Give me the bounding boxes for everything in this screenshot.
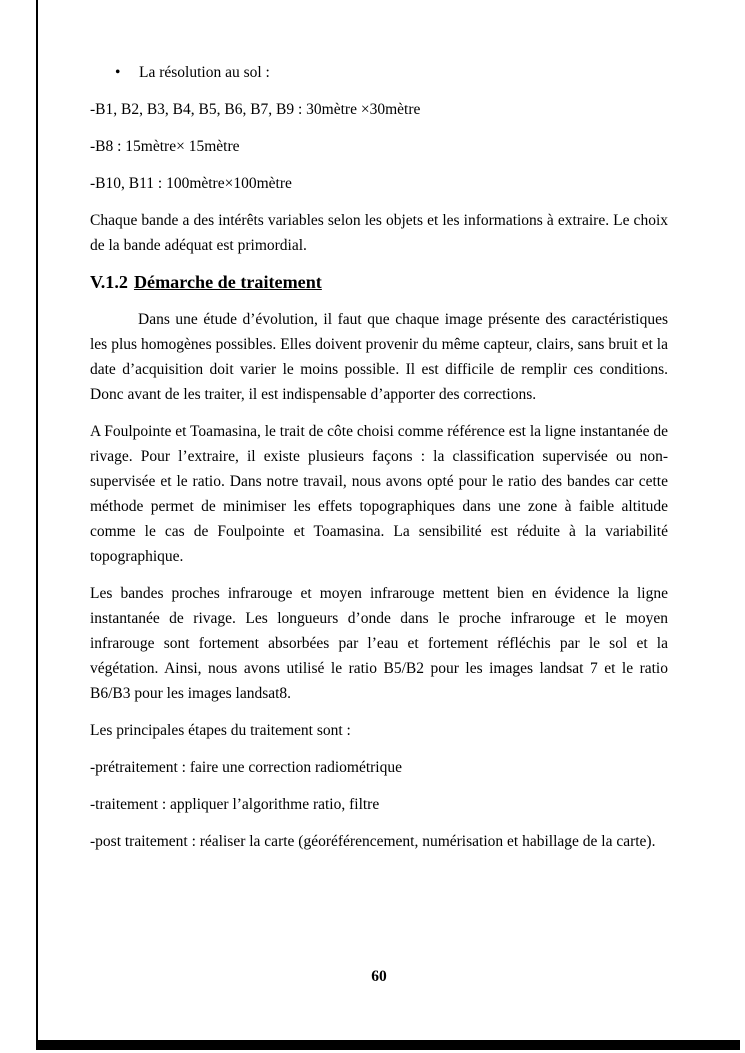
section-heading-title: Démarche de traitement — [133, 272, 322, 292]
resolution-line-b10-b11: -B10, B11 : 100mètre×100mètre — [90, 175, 292, 192]
bullet-text: La résolution au sol : — [139, 64, 270, 81]
paragraph-etapes-intro: Les principales étapes du traitement sont : — [90, 722, 351, 739]
page-number: 60 — [371, 968, 387, 985]
paragraph-infrarouge: Les bandes proches infrarouge et moyen infrarouge mettent bien en évidence la ligne instantanée de rivage. Les longueurs d’onde dans le proche infrarouge et le moyen infrarouge sont fortement absorbées par l’eau et fortement réfléchis par le sol et la végétation. Ainsi, nous avons utilisé le ratio B5/B2 pour les images landsat 7 et le ratio B6/B3 pour les images landsat8. — [90, 585, 668, 702]
resolution-line-b1-b9: -B1, B2, B3, B4, B5, B6, B7, B9 : 30mètre ×30mètre — [90, 101, 421, 118]
bullet-marker-icon: • — [115, 64, 121, 81]
etape-post-traitement: -post traitement : réaliser la carte (géoréférencement, numérisation et habillage de la carte). — [90, 833, 656, 850]
paragraph-foulpointe: A Foulpointe et Toamasina, le trait de côte choisi comme référence est la ligne instantanée de rivage. Pour l’extraire, il existe plusieurs façons : la classification supervisée ou non-supervisée et le ratio. Dans notre travail, nous avons opté pour le ratio des bandes car cette méthode permet de minimiser les effets topographiques dans une zone à faible altitude comme le cas de Foulpointe et Toamasina. La sensibilité est réduite à la variabilité topographique. — [90, 423, 668, 565]
page-content — [90, 60, 668, 866]
paragraph-bande: Chaque bande a des intérêts variables selon les objets et les informations à extraire. Le choix de la bande adéquat est primordial. — [90, 212, 668, 254]
resolution-line-b8: -B8 : 15mètre× 15mètre — [90, 138, 240, 155]
etape-pretraitement: -prétraitement : faire une correction radiométrique — [90, 759, 402, 776]
section-heading — [90, 270, 668, 295]
bullet-item — [90, 60, 668, 85]
paragraph-etude: Dans une étude d’évolution, il faut que chaque image présente des caractéristiques les plus homogènes possibles. Elles doivent provenir du même capteur, clairs, sans bruit et la date d’acquisition doit varier le moins possible. Il est difficile de remplir ces conditions. Donc avant de les traiter, il est indispensable d’apporter des corrections. — [90, 311, 668, 403]
scan-edge-bottom — [36, 1040, 740, 1050]
etape-traitement: -traitement : appliquer l’algorithme ratio, filtre — [90, 796, 380, 813]
section-heading-number: V.1.2 — [90, 272, 128, 292]
scan-edge-left — [36, 0, 38, 1047]
